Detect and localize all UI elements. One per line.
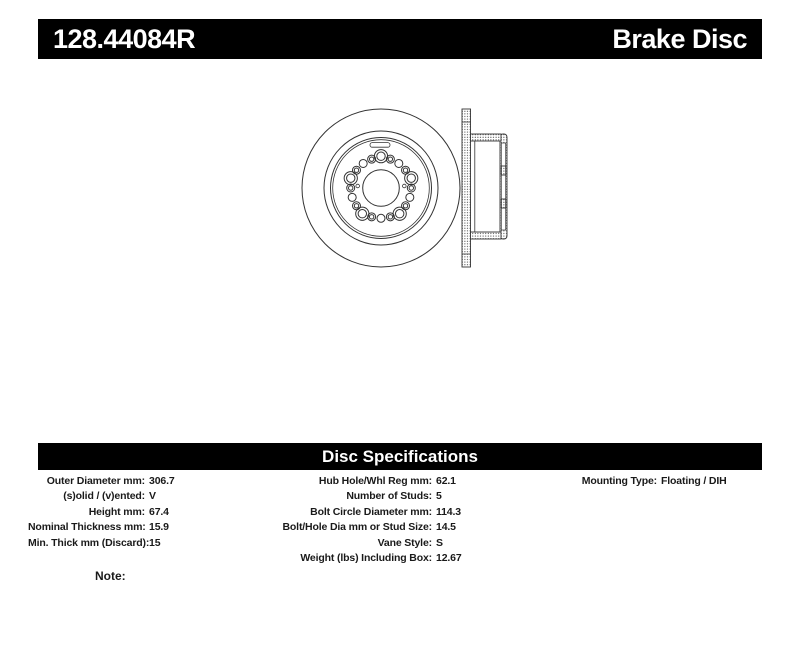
bolt-hole bbox=[354, 168, 358, 172]
spec-row bbox=[28, 473, 175, 489]
bolt-hole bbox=[386, 213, 394, 221]
bolt-hole bbox=[402, 202, 410, 210]
outer-diameter-circle bbox=[302, 109, 460, 267]
brake-disc-cross-section bbox=[462, 109, 507, 267]
spec-label: Height mm: bbox=[88, 505, 145, 518]
spec-value: 15.9 bbox=[149, 521, 169, 534]
spec-column-right bbox=[530, 473, 727, 489]
spec-label: Hub Hole/Whl Reg mm: bbox=[318, 474, 432, 487]
bolt-hole bbox=[358, 210, 366, 218]
spec-label: Weight (lbs) Including Box: bbox=[300, 552, 432, 565]
bolt-hole bbox=[349, 186, 353, 190]
spec-value: Floating / DIH bbox=[661, 474, 727, 487]
bolt-hole bbox=[348, 193, 356, 201]
spec-label: Bolt Circle Diameter mm: bbox=[310, 505, 432, 518]
hat-wall-inner bbox=[501, 143, 505, 230]
spec-label: Outer Diameter mm: bbox=[46, 474, 145, 487]
spec-row bbox=[250, 520, 462, 536]
bolt-hole bbox=[403, 168, 407, 172]
small-hole-left bbox=[356, 184, 360, 188]
center-bore-circle bbox=[363, 170, 400, 207]
spec-row bbox=[250, 504, 462, 520]
bolt-hole bbox=[368, 155, 376, 163]
spec-row bbox=[250, 489, 462, 505]
spec-label: Nominal Thickness mm: bbox=[28, 521, 146, 534]
spec-value: 14.5 bbox=[436, 521, 456, 534]
spec-label: Mounting Type: bbox=[581, 474, 657, 487]
hub-outer-circle bbox=[331, 138, 432, 239]
bolt-hole bbox=[377, 152, 385, 160]
bolt-hole bbox=[369, 157, 373, 161]
brake-disc-front-view bbox=[302, 109, 460, 267]
spec-column-middle bbox=[250, 473, 462, 566]
spec-value: 67.4 bbox=[149, 505, 169, 518]
bolt-hole bbox=[402, 166, 410, 174]
spec-label: Vane Style: bbox=[377, 536, 432, 549]
spec-row bbox=[530, 473, 727, 489]
part-number: 128.44084R bbox=[53, 23, 196, 54]
spec-value: 15 bbox=[149, 536, 161, 549]
bolt-hole bbox=[388, 157, 392, 161]
disc-plate-section bbox=[462, 109, 471, 267]
spec-section-bar bbox=[38, 443, 762, 470]
spec-value: 114.3 bbox=[436, 505, 461, 518]
header-bar bbox=[38, 19, 762, 59]
friction-band-inner-circle bbox=[324, 131, 438, 245]
product-type-title: Brake Disc bbox=[612, 23, 747, 54]
bolt-hole bbox=[407, 174, 415, 182]
spec-value: V bbox=[149, 490, 156, 503]
spec-column-left bbox=[28, 473, 175, 551]
hub-slot bbox=[370, 143, 390, 148]
bolt-hole bbox=[352, 202, 360, 210]
bolt-hole bbox=[354, 204, 358, 208]
spec-row bbox=[28, 535, 175, 551]
bolt-hole bbox=[409, 186, 413, 190]
spec-label: Min. Thick mm (Discard): bbox=[28, 536, 150, 549]
spec-label: Number of Studs: bbox=[346, 490, 432, 503]
bolt-hole bbox=[386, 155, 394, 163]
spec-label: Bolt/Hole Dia mm or Stud Size: bbox=[282, 521, 432, 534]
spec-value: S bbox=[436, 536, 443, 549]
small-hole-right bbox=[403, 184, 407, 188]
bolt-hole bbox=[395, 210, 403, 218]
wall-slot-upper bbox=[501, 166, 505, 175]
spec-label: (s)olid / (v)ented: bbox=[63, 490, 145, 503]
spec-row bbox=[250, 551, 462, 567]
spec-row bbox=[250, 473, 462, 489]
spec-row bbox=[250, 535, 462, 551]
bolt-hole bbox=[352, 166, 360, 174]
spec-value: 306.7 bbox=[149, 474, 175, 487]
spec-section-title: Disc Specifications bbox=[322, 446, 478, 466]
note-label: Note: bbox=[95, 569, 126, 583]
spec-value: 12.67 bbox=[436, 552, 462, 565]
wall-slot-lower bbox=[501, 199, 505, 208]
spec-row bbox=[28, 504, 175, 520]
spec-value: 62.1 bbox=[436, 474, 456, 487]
bolt-hole bbox=[377, 214, 385, 222]
spec-row bbox=[28, 489, 175, 505]
bolt-hole bbox=[369, 215, 373, 219]
spec-row bbox=[28, 520, 175, 536]
bolt-hole-ring bbox=[344, 150, 418, 223]
bolt-hole bbox=[347, 174, 355, 182]
brake-disc-drawing bbox=[290, 95, 520, 280]
bolt-hole bbox=[359, 159, 367, 167]
spec-value: 5 bbox=[436, 490, 442, 503]
bolt-hole bbox=[395, 159, 403, 167]
bolt-hole bbox=[403, 204, 407, 208]
bolt-hole bbox=[388, 215, 392, 219]
hat-top-flange bbox=[471, 134, 502, 141]
hat-bottom-flange bbox=[471, 232, 502, 239]
bolt-hole bbox=[406, 193, 414, 201]
